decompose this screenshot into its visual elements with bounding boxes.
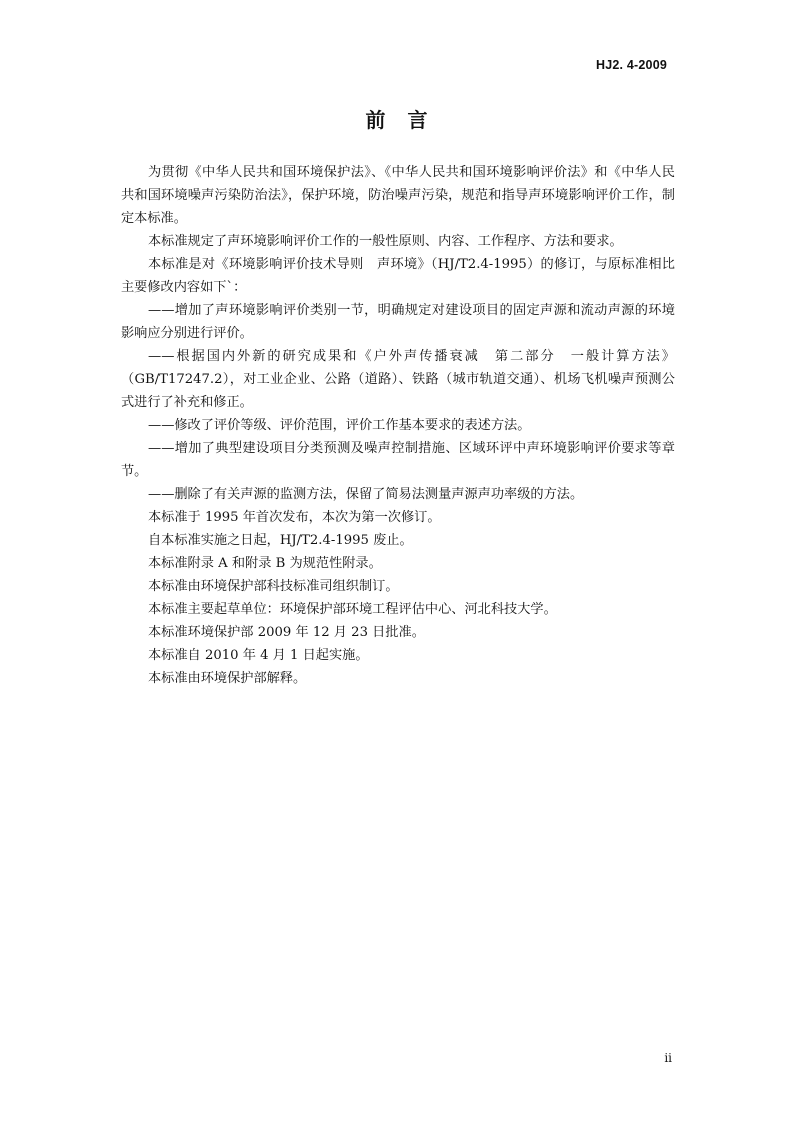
page-title: 前言 — [365, 108, 450, 132]
paragraph: 本标准于 1995 年首次发布，本次为第一次修订。 — [148, 510, 441, 525]
paragraph: 本标准由环境保护部解释。 — [148, 671, 307, 686]
paragraph: 本标准规定了声环境影响评价工作的一般性原则、内容、工作程序、方法和要求。 — [148, 234, 623, 249]
paragraph: 自本标准实施之日起，HJ/T2.4-1995 废止。 — [148, 533, 413, 548]
document-body — [121, 161, 675, 690]
paragraph: 本标准是对《环境影响评价技术导则 声环境》（HJ/T2.4-1995）的修订，与原标准相比主要修改内容如下`： — [121, 257, 675, 295]
paragraph: 本标准自 2010 年 4 月 1 日起实施。 — [148, 648, 369, 663]
paragraph: 本标准附录 A 和附录 B 为规范性附录。 — [148, 556, 382, 571]
page-number: ii — [664, 1051, 672, 1065]
paragraph: 本标准主要起草单位：环境保护部环境工程评估中心、河北科技大学。 — [148, 602, 557, 617]
paragraph: ——修改了评价等级、评价范围，评价工作基本要求的表述方法。 — [148, 418, 531, 433]
paragraph: ——增加了典型建设项目分类预测及噪声控制措施、区域环评中声环境影响评价要求等章节。 — [121, 441, 675, 479]
paragraph: ——增加了声环境影响评价类别一节，明确规定对建设项目的固定声源和流动声源的环境影响应分别进行评价。 — [121, 303, 675, 341]
paragraph: ——删除了有关声源的监测方法，保留了简易法测量声源声功率级的方法。 — [148, 487, 584, 502]
standard-code: HJ2. 4-2009 — [596, 58, 667, 72]
paragraph: 本标准由环境保护部科技标准司组织制订。 — [148, 579, 399, 594]
paragraph: ——根据国内外新的研究成果和《户外声传播衰减 第二部分 一般计算方法》（GB/T17247.2），对工业企业、公路（道路）、铁路（城市轨道交通）、机场飞机噪声预测公式进行了补充和修正。 — [121, 349, 675, 410]
paragraph: 为贯彻《中华人民共和国环境保护法》、《中华人民共和国环境影响评价法》和《中华人民共和国环境噪声污染防治法》，保护环境，防治噪声污染，规范和指导声环境影响评价工作，制定本标准。 — [121, 165, 675, 226]
paragraph: 本标准环境保护部 2009 年 12 月 23 日批准。 — [148, 625, 425, 640]
